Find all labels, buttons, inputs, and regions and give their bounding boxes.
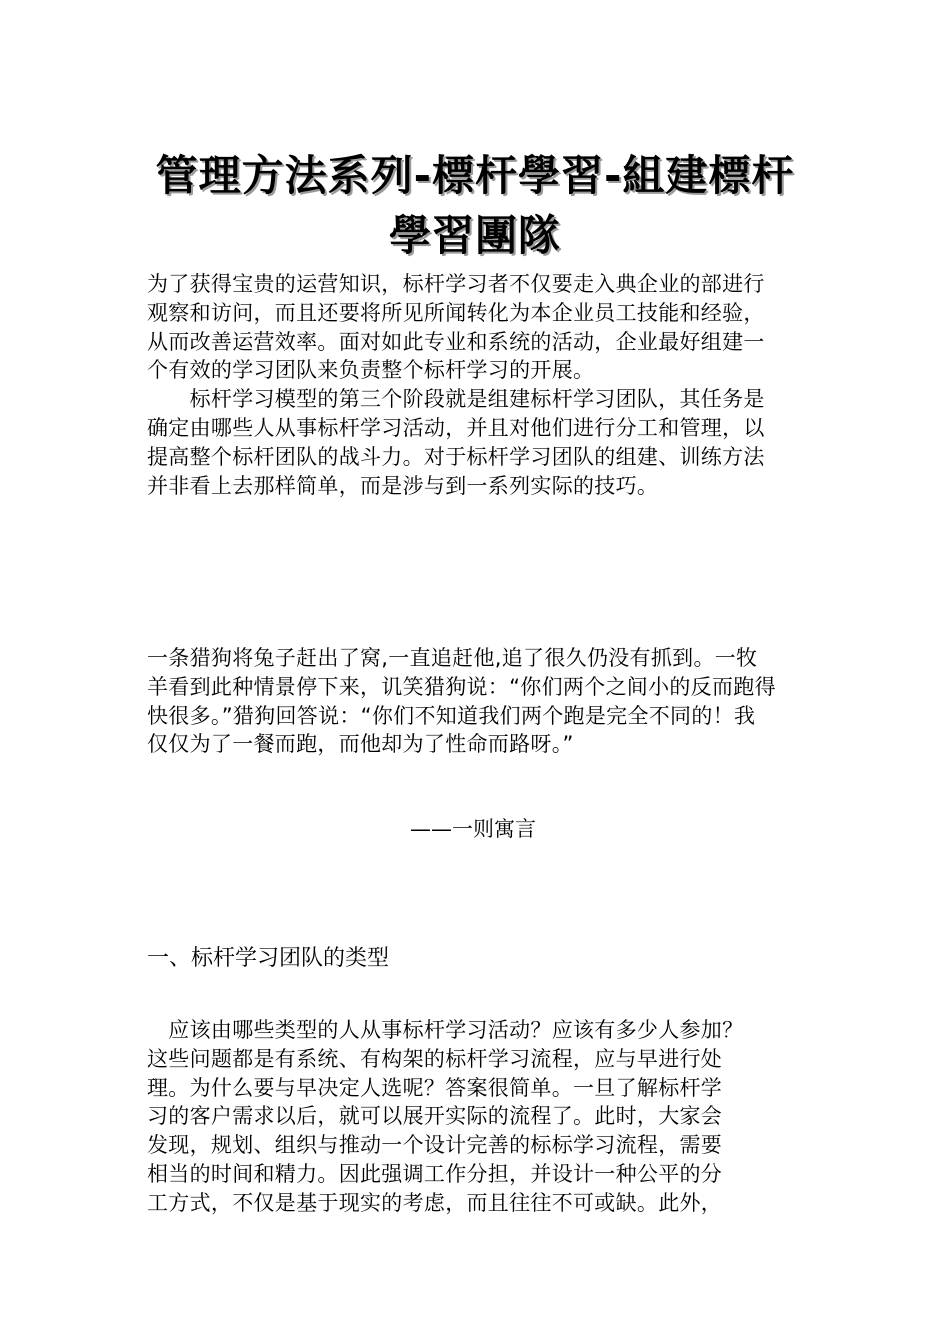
text-line: 习的客户需求以后，就可以展开实际的流程了。此时，大家会 bbox=[147, 1104, 723, 1129]
text-line: 个有效的学习团队来负责整个标杆学习的开展。 bbox=[147, 358, 595, 383]
text-line: 快很多。”猎狗回答说：“你们不知道我们两个跑是完全不同的！我 bbox=[147, 703, 756, 728]
text-line: 提高整个标杆团队的战斗力。对于标杆学习团队的组建、训练方法 bbox=[147, 444, 765, 469]
text-line: 从而改善运营效率。面对如此专业和系统的活动，企业最好组建一 bbox=[147, 329, 765, 354]
text-line: 标杆学习模型的第三个阶段就是组建标杆学习团队，其任务是 bbox=[147, 387, 765, 412]
title-line: 管理方法系列-標杆學習-組建標杆 bbox=[155, 151, 795, 201]
text-line: 确定由哪些人从事标杆学习活动，并且对他们进行分工和管理，以 bbox=[147, 415, 765, 440]
text-line: 观察和访问，而且还要将所见所闻转化为本企业员工技能和经验， bbox=[147, 300, 765, 325]
section-heading: 一、标杆学习团队的类型 bbox=[147, 946, 390, 971]
text-line: 理。为什么要与早决定人选呢？答案很简单。一旦了解标杆学 bbox=[147, 1075, 723, 1100]
section-body-paragraph bbox=[147, 1016, 817, 1218]
fable-attribution: ——一则寓言 bbox=[410, 817, 536, 841]
text-line: 仅仅为了一餐而跑，而他却为了性命而路呀。” bbox=[147, 732, 574, 757]
text-line: 相当的时间和精力。因此强调工作分担，并设计一种公平的分 bbox=[147, 1161, 723, 1186]
text-line: 工方式，不仅是基于现实的考虑，而且往往不可或缺。此外， bbox=[147, 1190, 723, 1215]
text-line: 应该由哪些类型的人从事标杆学习活动？应该有多少人参加？ bbox=[147, 1018, 744, 1042]
intro-paragraph bbox=[147, 270, 817, 500]
text-line: 这些问题都是有系统、有构架的标杆学习流程，应与早进行处 bbox=[147, 1046, 723, 1071]
text-line: 羊看到此种情景停下来，讥笑猎狗说：“你们两个之间小的反而跑得 bbox=[147, 674, 776, 699]
text-line: 一条猎狗将兔子赶出了窝,一直追赶他,追了很久仍没有抓到。一牧 bbox=[147, 646, 758, 670]
title-line: 學習團隊 bbox=[388, 211, 561, 261]
text-line: 为了获得宝贵的运营知识，标杆学习者不仅要走入典企业的部进行 bbox=[147, 272, 765, 296]
text-line: 发现，规划、组织与推动一个设计完善的标标学习流程，需要 bbox=[147, 1133, 723, 1158]
text-line: 并非看上去那样简单，而是涉与到一系列实际的技巧。 bbox=[147, 473, 659, 498]
document-title bbox=[130, 146, 820, 266]
fable-paragraph bbox=[147, 644, 817, 759]
